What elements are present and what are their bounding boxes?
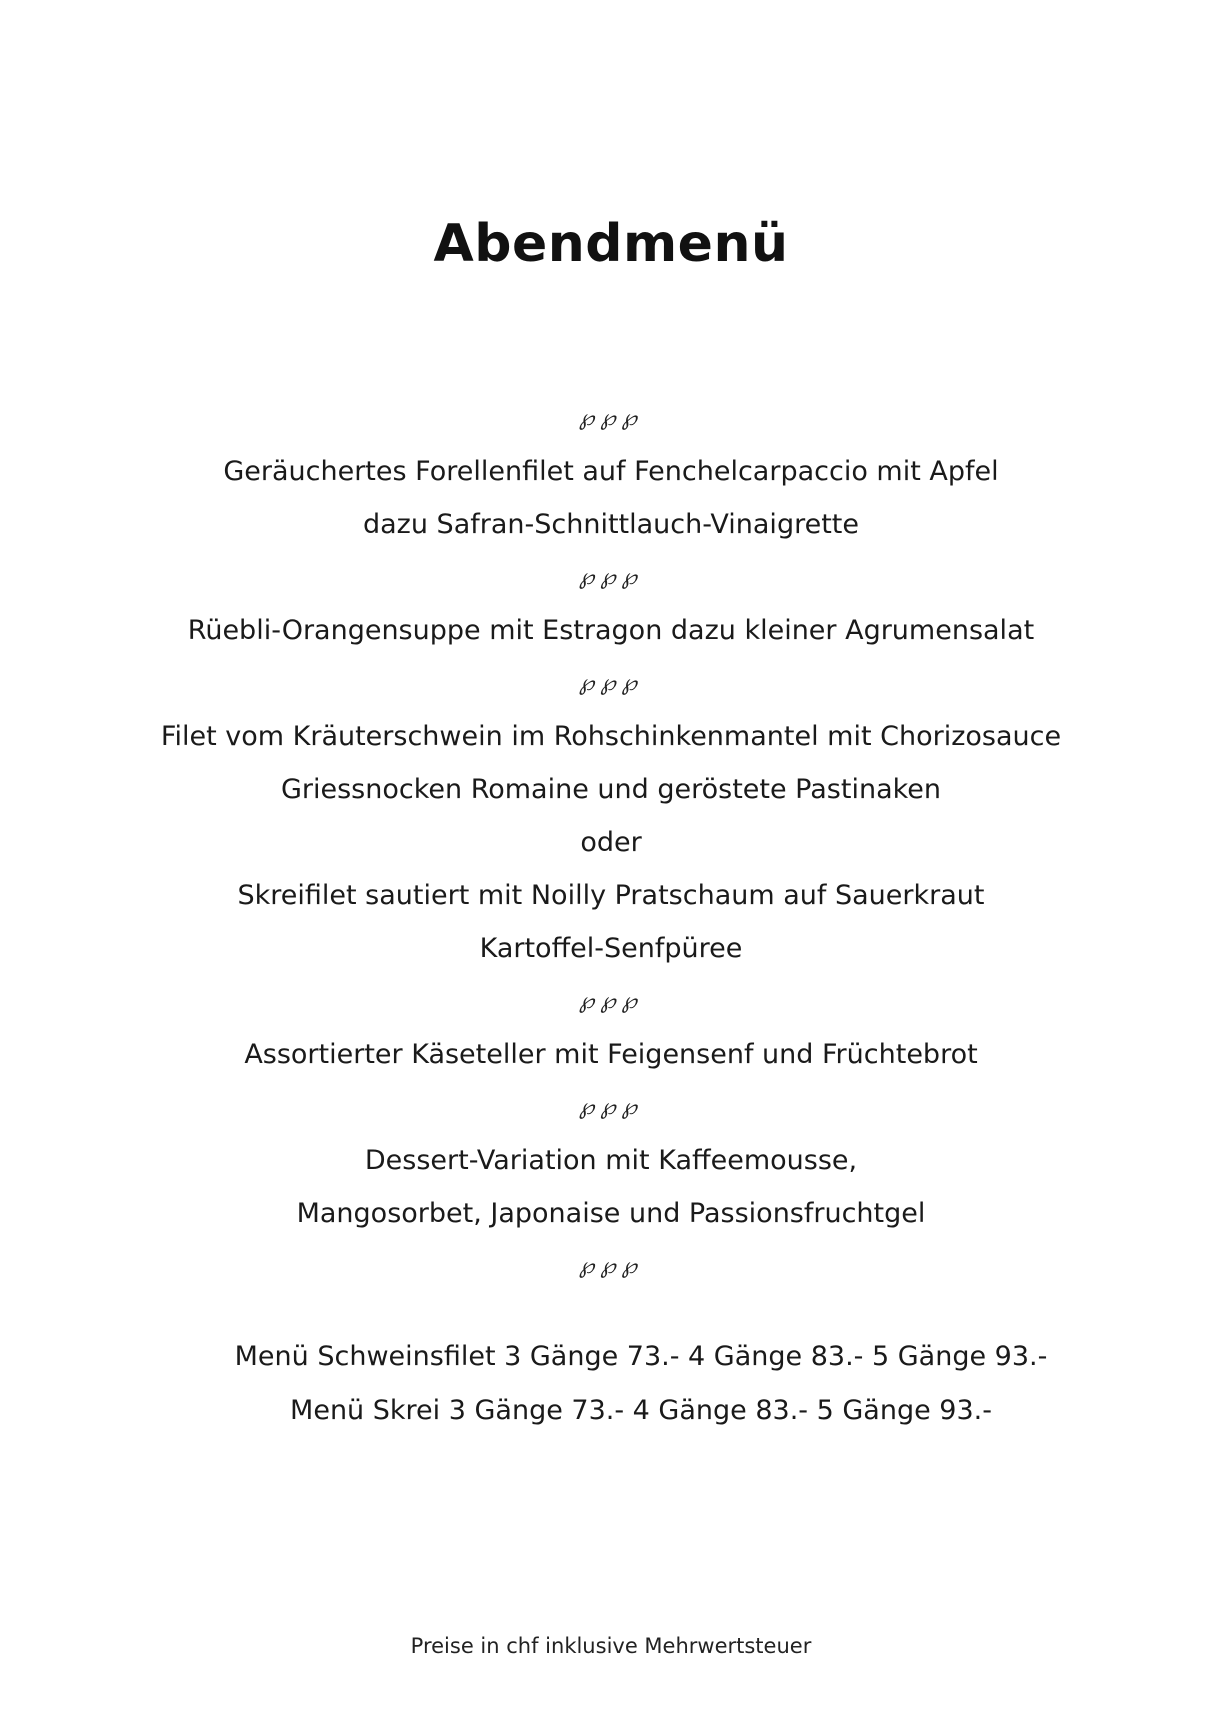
course-line: oder — [580, 827, 642, 858]
course-line: Geräuchertes Forellenfilet auf Fenchelcarpaccio mit Apfel — [223, 456, 999, 487]
course-line: Dessert-Variation mit Kaffeemousse, — [364, 1145, 858, 1176]
page-title: Abendmenü — [433, 214, 789, 274]
separator-ornament: ℘℘℘ — [578, 671, 644, 696]
course-list — [0, 392, 1222, 1293]
course-line: Skreifilet sautiert mit Noilly Pratschaum auf Sauerkraut — [237, 880, 985, 911]
course-line: Kartoffel-Senfpüree — [479, 933, 743, 964]
course-line: Filet vom Kräuterschwein im Rohschinkenmantel mit Chorizosauce — [160, 721, 1062, 752]
price-list — [30, 1330, 1222, 1438]
course-line: Rüebli-Orangensuppe mit Estragon dazu kleiner Agrumensalat — [187, 615, 1035, 646]
price-line-schweinsfilet: Menü Schweinsfilet 3 Gänge 73.- 4 Gänge 83.- 5 Gänge 93.- — [234, 1341, 1048, 1372]
separator-ornament: ℘℘℘ — [578, 989, 644, 1014]
separator-ornament: ℘℘℘ — [578, 406, 644, 431]
footer-note: Preise in chf inklusive Mehrwertsteuer — [410, 1634, 812, 1658]
separator-ornament: ℘℘℘ — [578, 565, 644, 590]
course-line: Mangosorbet, Japonaise und Passionsfruchtgel — [296, 1198, 926, 1229]
course-line: Assortierter Käseteller mit Feigensenf und Früchtebrot — [244, 1039, 978, 1070]
price-line-skrei: Menü Skrei 3 Gänge 73.- 4 Gänge 83.- 5 Gänge 93.- — [290, 1395, 992, 1426]
separator-ornament: ℘℘℘ — [578, 1095, 644, 1120]
course-line: Griessnocken Romaine und geröstete Pastinaken — [280, 774, 942, 805]
course-line: dazu Safran-Schnittlauch-Vinaigrette — [363, 509, 859, 540]
separator-ornament: ℘℘℘ — [578, 1254, 644, 1279]
